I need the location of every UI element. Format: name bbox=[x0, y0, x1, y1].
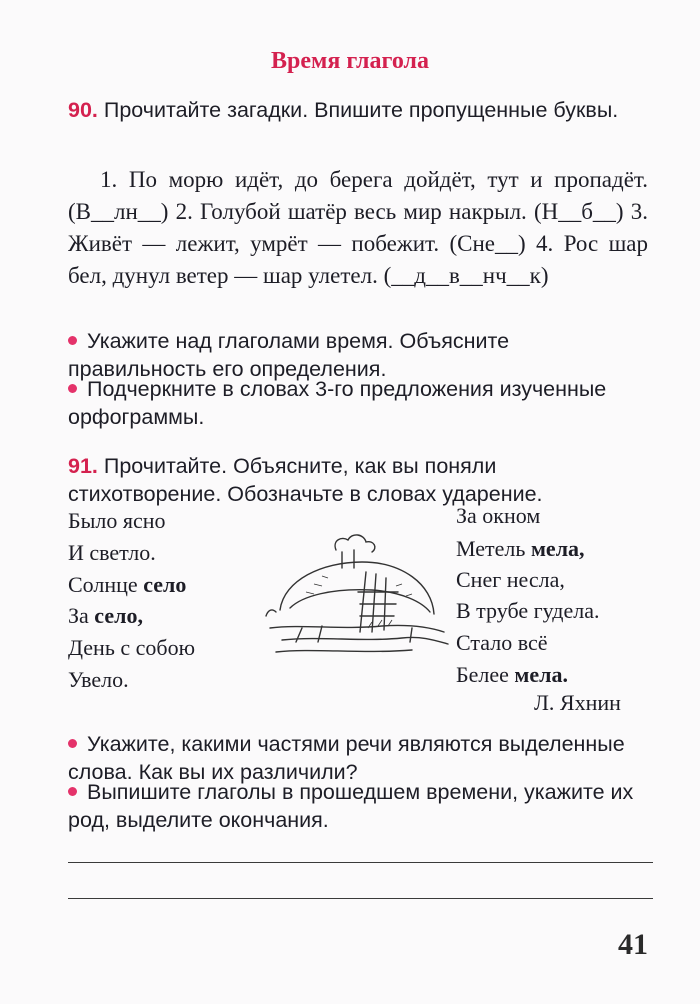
bullet-icon bbox=[68, 739, 77, 748]
exercise-90-text: Прочитайте загадки. Впишите пропущенные буквы. bbox=[103, 98, 619, 122]
poem-author: Л. Яхнин bbox=[534, 690, 621, 715]
exercise-90-task-2: Подчеркните в словах 3-го предложения изученные орфограммы. bbox=[68, 377, 607, 429]
poem-left-line-2: И светло. bbox=[68, 540, 156, 565]
snowy-hut-illustration bbox=[262, 528, 452, 660]
poem-left-line-4: За село, bbox=[68, 603, 143, 628]
exercise-90-riddles: 1. По морю идёт, до берега дойдёт, тут и пропадёт. (В__лн__) 2. Голубой шатёр весь мир накрыл. (Н__б__) 3. Живёт — лежит, умрёт — побежит. (Сне__) 4. Рос шар бел, дунул ветер — шар улетел. (__д__в__нч__к) bbox=[68, 167, 648, 288]
exercise-91-task-1: Укажите, какими частями речи являются выделенные слова. Как вы их различили? bbox=[68, 732, 625, 784]
poem-left-line-1: Было ясно bbox=[68, 508, 166, 533]
exercise-91-number: 91. bbox=[68, 454, 98, 478]
poem-right-line-2: Метель мела, bbox=[456, 536, 585, 561]
bullet-icon bbox=[68, 384, 77, 393]
exercise-91-text: Прочитайте. Объясните, как вы поняли стихотворение. Обозначьте в словах ударение. bbox=[68, 454, 543, 506]
exercise-90-instruction bbox=[68, 96, 648, 124]
bullet-icon bbox=[68, 336, 77, 345]
bullet-icon bbox=[68, 787, 77, 796]
poem-left-line-6: Увело. bbox=[68, 667, 129, 692]
exercise-91-task-2: Выпишите глаголы в прошедшем времени, укажите их род, выделите окончания. bbox=[68, 780, 634, 832]
page-title: Время глагола bbox=[271, 48, 429, 74]
poem-right-line-6: Белее мела. bbox=[456, 662, 568, 687]
poem-right-line-5: Стало всё bbox=[456, 630, 548, 655]
answer-line-1[interactable] bbox=[68, 862, 653, 863]
exercise-91-instruction bbox=[68, 452, 648, 508]
poem-left-line-3: Солнце село bbox=[68, 572, 187, 597]
poem-right-line-1: За окном bbox=[456, 503, 541, 528]
poem-left-line-5: День с собою bbox=[68, 635, 196, 660]
exercise-90-task-1: Укажите над глаголами время. Объясните правильность его определения. bbox=[68, 329, 510, 381]
poem-right-line-4: В трубе гудела. bbox=[456, 598, 600, 623]
answer-line-2[interactable] bbox=[68, 898, 653, 899]
exercise-90-number: 90. bbox=[68, 98, 98, 122]
poem-right-line-3: Снег несла, bbox=[456, 567, 565, 592]
page-number: 41 bbox=[618, 928, 648, 961]
